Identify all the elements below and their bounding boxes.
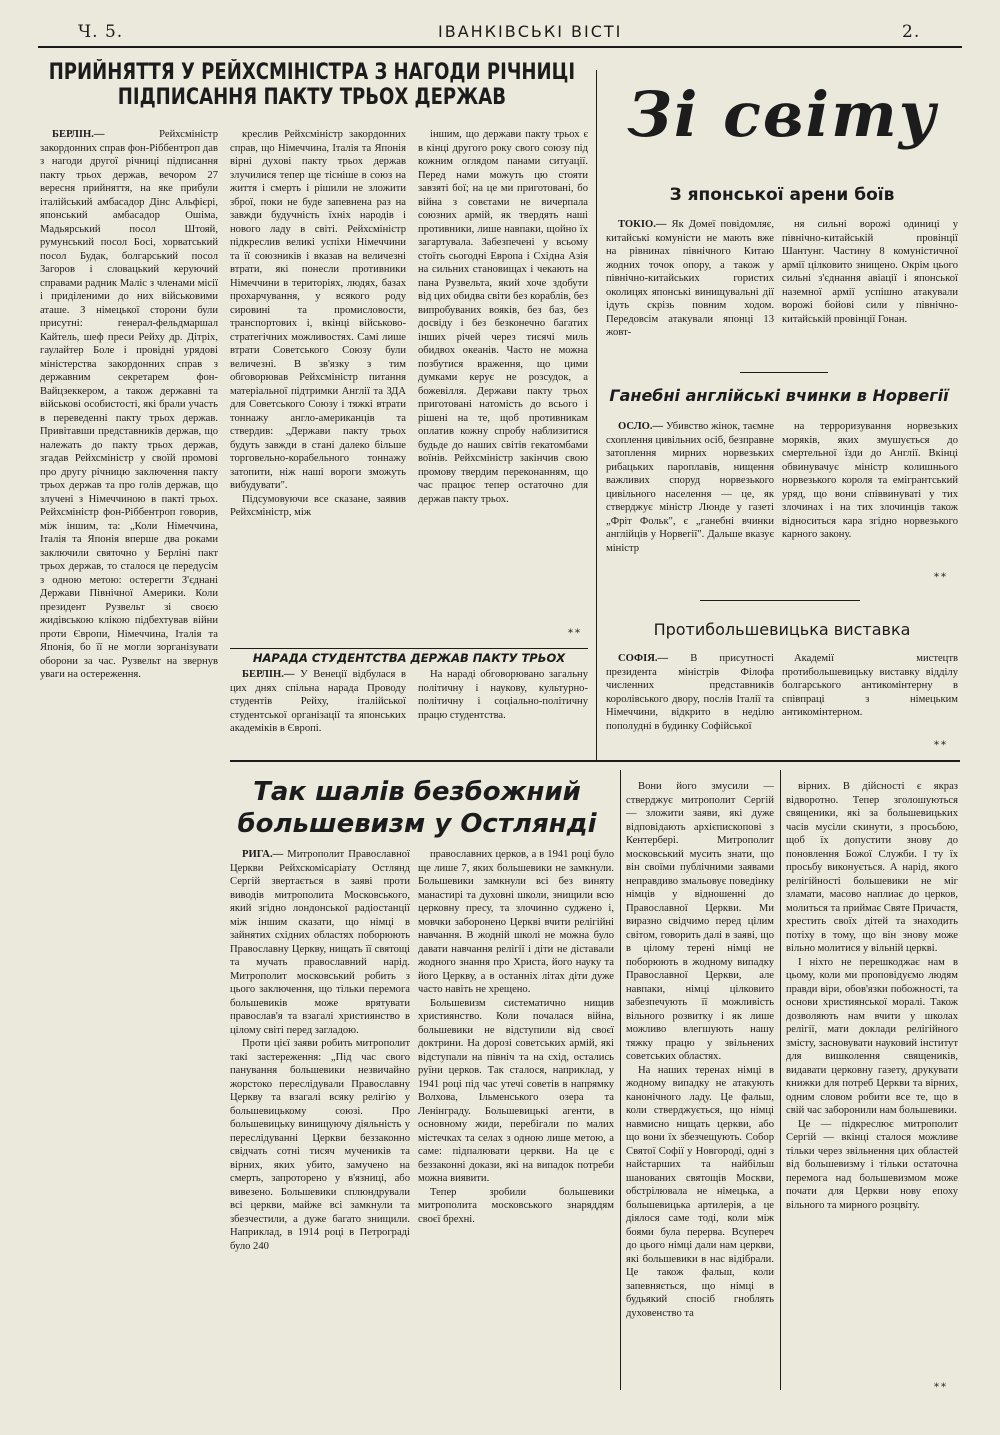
japan-dateline: ТОКІО.— (618, 219, 667, 230)
end-mark: ** (934, 740, 948, 751)
norway-col1 (606, 420, 774, 588)
estonia-dateline: РИГА.— (242, 849, 284, 860)
main-col2-text: креслив Рейхсміністр закордонних справ, що Німеччина, Італія та Японія вірні духові пакту трьох держав злучилися тепер ще тісніше в союз на життя і смерть і рішили не зложити зброї, поки не буде запевнена раз на завжди будучність їхніх народів і нового ладу в світі. Рейхсміністр підкреслив великі успіхи Німеччини та її союзників і вказав на величезні втрати, які понесли противники Німеччини в територіях, людях, базах прохарчування, у всякого роду сировині та промисловости, транспортових і, вкінці військово-стратегічних можливостях. Самі лише втрати Советського Союзу були величезні. В зв'язку з тим обговорював Рейхсміністр питання матеріальної підтримки Англії та ЗДА для Советського Союзу і тяжкі втрати тоннажу англо-американців та ствердив: „Держави пакту трьох будуть завжди в стані далеко більше торговельно-корабельного тоннажу затопити, ніж наші вороги зможуть вибудувати". (230, 129, 406, 491)
short-rule (740, 372, 828, 373)
exhibit-dateline: СОФІЯ.— (618, 653, 669, 664)
column-divider (620, 770, 621, 1390)
estonia-col1-text: Митрополит Православної Церкви Рейхскомісаріату Остлянд Сергій звертається в заяві проти виводів митрополита Московського, який згідно лондонської радіостанції між іншим сказати, що німці в зайнятих східних областях поборюють Православну Церкву, нищать її святощі та мучать православний нарід. Митрополит московський робить з цього заключення, що тільки перемога большевиків може врятувати православ'я та взагалі християнство в цілому світі перед загладою. (230, 849, 410, 1036)
estonia-col2-text: православних церков, а в 1941 році було ще лише 7, яких большевики не замкнули. Большевики замкнули всі без виняту манастирі та духовні школи, знищили всю церковну пресу, та злочинно суджено і, мовчки заборонено Церкві вчити релігійні навчання. В жодній школі не можна було давати навчання релігії і діти не діставали жодного знання про Христа, його науку та його Церкву, а в останніх літах діти дуже часто навіть не хрещено. (418, 849, 614, 995)
page-number: 2. (902, 22, 921, 42)
estonia-article-title (232, 776, 602, 840)
estonia-col4 (786, 780, 958, 1380)
masthead-rule (38, 46, 962, 48)
main-col2-end: Підсумовуючи все сказане, заявив Рейхсміністр, між (230, 493, 406, 518)
estonia-title-line1: Так шалів безбожний (253, 777, 581, 807)
main-title-line1: ПРИЙНЯТТЯ У РЕЙХСМІНІСТРА З НАГОДИ РІЧНИЦІ (48, 60, 576, 85)
exhibit-col1-text: В присутності президента міністрів Філофа численних представників королівського двору, послів Італії та Німеччини, відкрито в неділю пополудні в будинку Софійської (606, 653, 774, 732)
estonia-title-line2: большевизм у Остлянді (237, 809, 597, 839)
exhibit-article-title: Протибольшевицька виставка (653, 620, 911, 639)
from-world-logo: Зі світу (627, 78, 938, 151)
japan-col1 (606, 218, 774, 358)
estonia-col1 (230, 848, 410, 1393)
japan-article-title: З японської арени боїв (669, 185, 895, 205)
norway-article-title: Ганебні англійські вчинки в Норвегії (609, 386, 949, 405)
japan-col1-text: Як Домеї повідомляє, китайські комуністи не мають вже на рівнинах північного Китаю жодних точок опору, а також у північно-китайських гористих околицях японські винищувальні дії ідуть скрізь повним ходом. Передовсім атакували японці 13 жовт- (606, 219, 774, 338)
student-col1 (230, 668, 406, 748)
student-article-title: НАРАДА СТУДЕНТСТВА ДЕРЖАВ ПАКТУ ТРЬОХ (252, 651, 566, 665)
main-article-col2 (230, 128, 406, 638)
exhibit-col2-text: Академії мистецтв протибольшевицьку виставку відділу болгарського антикомінтерну в співпраці з німецьким антикомінтерном. (782, 653, 958, 718)
student-col2 (418, 668, 588, 748)
student-dateline: БЕРЛІН.— (242, 669, 295, 680)
estonia-col1b-text: Проти цієї заяви робить митрополит такі застереження: „Під час свого панування большевики незвичайно жорстоко переслідували Православну Церкву та взагалі всяку релігію у большевицькому союзі. Про большевицьку винищуючу діяльність у переслідуванні Церкви беззаконно свідчать сотні тисяч мучеників та вірних, яких убито, замучено на смерть, запроторено у в'язниці, або вивезено. Большевики сплюндрували всі церкви, майже всі замкнули та збезчестили, а дуже багато знищили. Наприклад, в 1914 році в Петрограді було 240 (230, 1038, 410, 1252)
japan-col2-text: ня сильні ворожі одиниці у північно-китайській провінції Шантунг. Частину 8 комуністичної армії цілковито знищено. Окрім цього сильні з'єднання авіації і японської наземної армії успішно атакували ворожі бойові сили у північно-китайській провінції Гонан. (782, 219, 958, 325)
dateline: БЕРЛІН.— (52, 129, 105, 140)
estonia-col2c-text: Тепер зробили большевики митрополита московського знаряддям своєї брехні. (418, 1186, 614, 1225)
estonia-col3 (626, 780, 774, 1392)
issue-number: Ч. 5. (78, 22, 124, 42)
exhibit-col2 (782, 652, 958, 748)
section-rule (230, 760, 960, 762)
student-col2-text: На нараді обговорювано загальну політичну і наукову, культурно-політичну і соціально-політичну працю студентства. (418, 669, 588, 721)
main-article-col3 (418, 128, 588, 638)
estonia-col4-text: вірних. В дійсності є якраз відворотно. Тепер зголошуються священики, які за большевицьких часів мусіли скинути, з просьбою, щоб їх допустити знову до поновлення Божої Служби. І ту їх просьбу виконується. А нарід, якого релігійності большевики не міг зламати, масово наплиає до церков, молиться та приймає Святе Причастя, хрестить своїх дітей та знаходить потіху в тому, що він знову може вільно молитися у вільній церкві. (786, 781, 958, 954)
end-mark: ** (934, 1382, 948, 1393)
section-rule (230, 648, 588, 649)
short-rule (700, 600, 860, 601)
estonia-col4b-text: І ніхто не перешкоджає нам в цьому, коли ми проповідуємо людям правди віри, обов'язки побожності, та основи християнської моралі. Також дозволяють нам вчити у школах релігії, мати доклади релігійного змісту, засновувати науковий інститут для вишколення священиків, видавати церковну газету, друкувати книжки для потреб Церкви та вірних, одним словом робити все те, що в свій час заборонили нам большевики. (786, 956, 958, 1116)
main-title-line2: ПІДПИСАННЯ ПАКТУ ТРЬОХ ДЕРЖАВ (117, 85, 506, 110)
column-divider (780, 770, 781, 1390)
newspaper-title: ІВАНКІВСЬКІ ВІСТІ (438, 22, 623, 41)
student-col1-text: У Венеції відбулася в цих днях спільна нарада Проводу студентів Рейху, італійської студентської організації та японських академіків в Європі. (230, 669, 406, 734)
estonia-col2 (418, 848, 614, 1393)
estonia-col3b-text: На наших теренах німці в жодному випадку не атакують канонічного ладу. Це фальш, коли стверджується, що німці навмисно нищать церкви, або що вони їх збезчещують. Собор Святої Софії у Новгороді, одні з найстарших та найбільш шанованих святощів Москви, обстрілювала не німецька, а большевицька артилерія, а це діялося саме тоді, коли між боями була перерва. Всупереч до цього німці дали нам церкви, які большевики в нас відібрали. Це також фальш, коли запевняється, що німці в будьякий спосіб гноблять духовенство та (626, 1064, 774, 1319)
estonia-col3-text: Вони його змусили — стверджує митрополит Сергій — зложити заяви, які дуже відповідають архієпископові з Кентербері. Митрополит московський мусить знати, що він своїми публічними заявами неправдиво змальовує поведінку німців у відношенні до Православної Церкви. Ми виразно свідчимо перед цілим світом, говорить далі в заяві, що в цілому терені німці не поборюють в жодному випадку Православної Церкви, але навпаки, німці цілковито забезпечують її можливість вільного розвитку і як лише можливо влегшують нашу тяжку працю у звільнених советських областях. (626, 781, 774, 1062)
exhibit-col1 (606, 652, 774, 748)
main-article-col1 (40, 128, 218, 1398)
norway-col2 (782, 420, 958, 588)
norway-col2-text: на терроризування норвезьких моряків, яких змушується до смертельної їзди до Англії. Вкінці обвинувачує міністр колишнього норвезького короля та емігрантський уряд, що вони співвинуваті у тих злочинах і на тих злочинців також відноситься кара згідно норвезького карного закону. (782, 421, 958, 540)
norway-col1-text: Убивство жінок, таємне схоплення цивільних осіб, безправне затоплення мирних норвезьких рибацьких пароплавів, нищення важливих споруд норвезького цивільного населення — це, як стверджує міністр Люнде у газеті „Фріт Фольк", є „ганебні вчинки англійців у Норвегії". Дальше вказує міністр (606, 421, 774, 554)
estonia-col2b-text: Большевизм систематично нищив християнство. Коли почалася війна, большевики не відступили від своєї доктрини. На дорозі советських армій, які відступали на північ та на схід, остались руїни церков. Так сталося, наприклад, у 1941 році під час утечі советів в напрямку Волхова, Ільменського озера та Ленінграду. Большевицькі агенти, в основному жиди, перебігали по малих містечках та селах з одною лише метою, а саме: підпалювати церкви. На це є беззаконні докази, які на випадок потреби можна виявити. (418, 997, 614, 1184)
main-article-title (38, 60, 586, 110)
end-mark: ** (568, 628, 582, 639)
japan-col2 (782, 218, 958, 358)
main-col3-text: іншим, що держави пакту трьох є в кінці другого року свого союзу під кожним оглядом панами ситуації. Перед нами можуть цю стояти завзяті бої; на це ми приготовані, бо війна з совєтами не вичерпала союзних армій, як твердять наші противники, лише навпаки, щойно їх загартувала. Забезпечені у всьому стоїть сьогодні Европа і Східна Азія на сильних становищах і чекають на пана Рузвельта, який хоче здобути від цих обидва світи без кораблів, без випробуваних вояків, без баз, без досвіду і без безконечно багатих інших річей через тисячі миль обидвох океанів. Часто не можна позбутися враження, що цими думками керує не розсудок, а божевілля. Держави пакту трьох приготовані натомість до всього і рішені на те, щоб противникам оплатив кожну спробу наблизитися будьде до наших світів гекатомбами воїнів. Рейхсміністр закінчив свою промову твердим переконанням, що час працює тепер остаточно для держав пакту трьох. (418, 129, 588, 505)
main-col1-text: Рейхсміністр закордонних справ фон-Ріббентроп дав з нагоди другої річниці підписання пакту трьох держав, вечором 27 вересня прийняття, на яке прибули італійський амбасадор Дінс Альфієрі, японський амбасадор Ошіма, Мадьярський посол Штояй, румунський посол Босі, хорватський посол Будак, болгарський посол Загоров і словацький керуючий справами радник Маліс з членами місії і приділеними до них військовими аташе. З німецької сторони були присутні: генерал-фельдмаршал Кайтель, шеф преси Рейху др. Дітріх, гаулайтер Боле і провідні урядові міністерства закордонних справ з державним секретарем фон-Вайцзеккером, а також державні та військові особистості, які брали участь в переведенні пакту трьох держав. Привітавши представників держав, що належать до пакту трьох держав, згадав Рейхсміністр у своїй промові про другу річницю заключення пакту трьох держав та про голів держав, що злучені з Німеччиною в пакті трьох. Рейхсміністр фон-Ріббентроп говорив, між іншим, та: „Коли Німеччина, Італія та Японія вперше два роками заключили святочно у Берліні пакт трьох держав, то сталося це передусім з одною метою: остерегти З'єднані Держави Північної Америки. Коли президент Рузвельт зі своєю жидівською клікою підбехтував війни проти Європи, Німеччина, Італія та Японія, бо її не могли зорганізувати оборони за час. Рузвельт на звернув уваги на остереження. (40, 129, 218, 680)
estonia-col4c-text: Це — підкреслює митрополит Сергій — вкінці сталося можливе тільки через звільнення цих областей від большевизму і тільки остаточна перемога над большевизмом може почати для Церкви нову епоху вільного та мирного розцвіту. (786, 1118, 958, 1211)
column-divider (596, 70, 597, 760)
norway-dateline: ОСЛО.— (618, 421, 664, 432)
end-mark: ** (934, 572, 948, 583)
